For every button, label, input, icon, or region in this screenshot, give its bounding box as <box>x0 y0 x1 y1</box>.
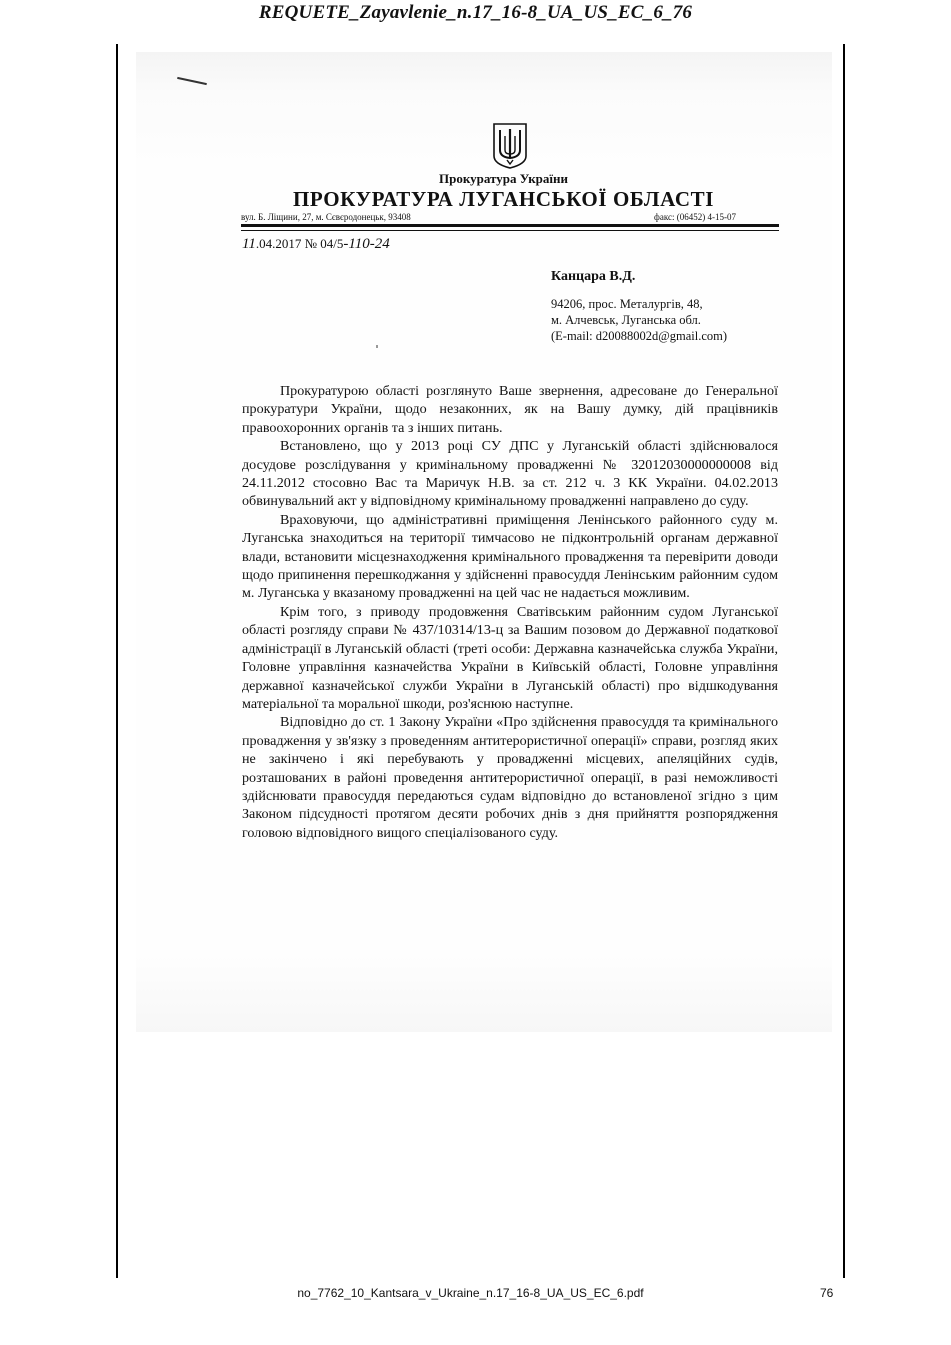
trident-emblem-icon <box>491 120 529 170</box>
prosecutor-office-title: ПРОКУРАТУРА ЛУГАНСЬКОЇ ОБЛАСТІ <box>293 187 714 211</box>
recipient-email-line: (E-mail: d20088002d@gmail.com) <box>551 329 728 343</box>
page-frame-left-border <box>116 44 118 1278</box>
office-address: вул. Б. Ліщини, 27, м. Сєвєродонецьк, 93408 <box>241 212 411 222</box>
recipient-address <box>551 296 727 344</box>
letterhead-rule-thin <box>241 230 779 231</box>
footer-filename: no_7762_10_Kantsara_v_Ukraine_n.17_16-8_UA_US_EC_6.pdf <box>297 1286 644 1300</box>
recipient-address-line: м. Алчевськ, Луганська обл. <box>551 313 701 327</box>
recipient-name: Канцара В.Д. <box>551 269 636 284</box>
document-date-number: .04.2017 № 04/5 <box>255 236 344 251</box>
scan-speck <box>376 345 378 348</box>
handwritten-suffix: -110-24 <box>343 236 390 252</box>
handwritten-day: 11 <box>242 236 256 252</box>
letter-body <box>242 382 778 842</box>
body-paragraph: Прокуратурою області розглянуто Ваше звернення, адресоване до Генеральної прокуратури України, щодо незаконних, як на Вашу думку, дій працівників правоохоронних органів та з інших питань. <box>242 383 778 436</box>
page-frame-right-border <box>843 44 845 1278</box>
body-paragraph: Враховуючи, що адміністративні приміщення Ленінського районного суду м. Луганська знаходиться на території тимчасово не підконтрольній органам державної влади, встановити місцезнаходження кримінального провадження та перевірити доводи щодо припинення перешкоджання у здійсненні правосуддя Ленінським районним судом м. Луганська у вказаному провадженні на цей час не надається можливим. <box>242 511 778 602</box>
body-paragraph: Встановлено, що у 2013 році СУ ДПС у Луганській області здійснювалося досудове розслідування у кримінальному провадженні № 32012030000000008 від 24.11.2012 стосовно Вас та Маричук Н.В. за ст. 212 ч. 3 КК України. 04.02.2013 обвинувальний акт у відповідному кримінальному провадженні направлено до суду. <box>242 438 778 510</box>
office-fax: факс: (06452) 4-15-07 <box>654 212 736 222</box>
body-paragraph: Крім того, з приводу продовження Сватівським районним судом Луганської області розгляду справи № 437/10314/13-ц за Вашим позовом до Державної податкової адміністрації в Луганській області (треті особи: Державна казначейська служба України, Головне управління казначейства України в Київській області, Головне управління державної казначейської служби України в Луганській області) про відшкодування матеріальної та моральної шкоди, роз'яснюю наступне. <box>242 603 778 712</box>
body-paragraph: Відповідно до ст. 1 Закону України «Про здійснення правосуддя та кримінального провадження у зв'язку з проведенням антитерористичної операції» справи, розгляд яких не закінчено і які перебувають у провадженні місцевих, апеляційних судів, розташованих в районі проведення антитерористичної операції, в разі неможливості здійснювати правосуддя передаються судам відповідно до встановленої згідно з цим Законом підсудності протягом десяти робочих днів з дня прийняття розпорядження головою відповідного вищого спеціалізованого суду. <box>242 714 778 841</box>
footer-page-number: 76 <box>820 1286 834 1300</box>
document-number <box>242 236 390 253</box>
letterhead-rule-thick <box>241 224 779 227</box>
recipient-address-line: 94206, прос. Металургів, 48, <box>551 297 703 311</box>
prosecutor-office-subtitle: Прокуратура України <box>438 171 569 186</box>
page-header-title: REQUETE_Zayavlenie_n.17_16-8_UA_US_EC_6_76 <box>258 2 693 23</box>
